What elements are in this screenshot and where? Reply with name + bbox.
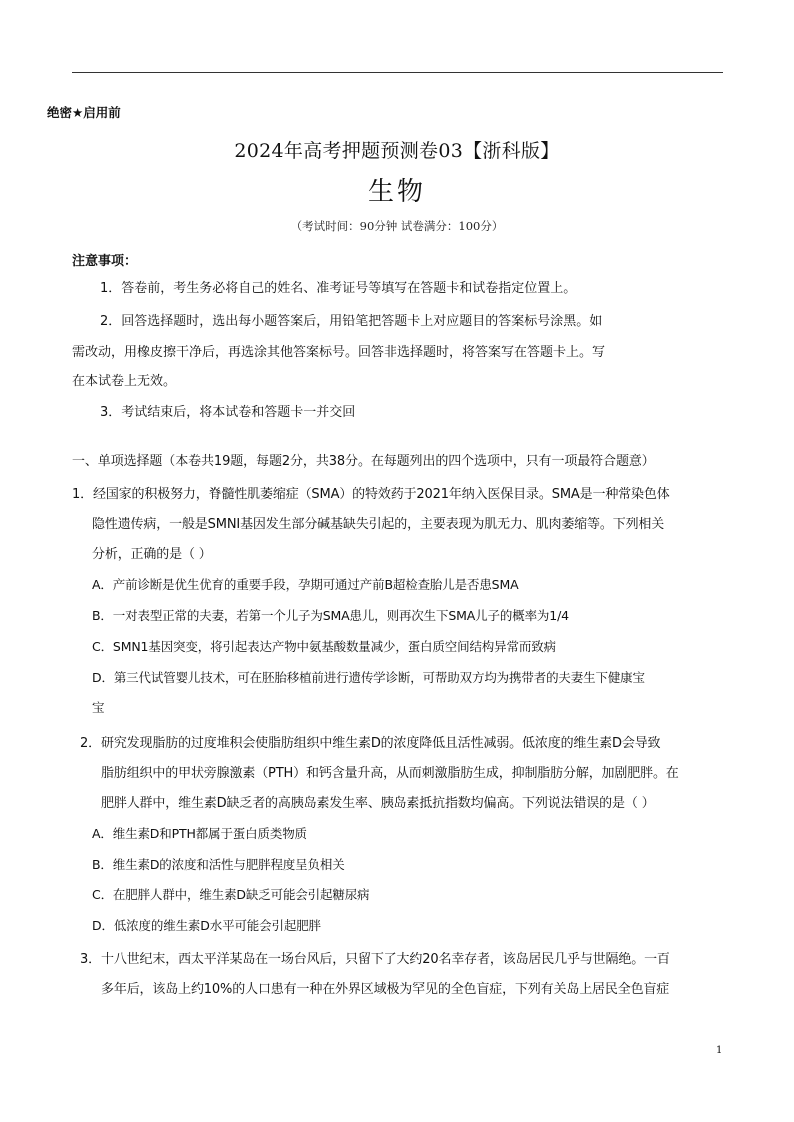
question-1-option-a: A．产前诊断是优生优育的重要手段，孕期可通过产前B超检查胎儿是否患SMA — [92, 577, 519, 592]
question-2-line: 脂肪组织中的甲状旁腺激素（PTH）和钙含量升高，从而刺激脂肪生成，抑制脂肪分解，加剧肥胖。在 — [101, 766, 679, 781]
question-2-option-a: A．维生素D和PTH都属于蛋白质类物质 — [92, 826, 307, 841]
question-2-option-b: B．维生素D的浓度和活性与肥胖程度呈负相关 — [92, 857, 345, 872]
question-2-option-c: C．在肥胖人群中，维生素D缺乏可能会引起糖尿病 — [92, 887, 370, 902]
notice-line: 需改动，用橡皮擦干净后，再选涂其他答案标号。回答非选择题时，将答案写在答题卡上。写 — [72, 345, 606, 360]
exam-info: （考试时间：90分钟 试卷满分：100分） — [290, 219, 504, 233]
notice-line: 在本试卷上无效。 — [72, 374, 177, 389]
notice-line: 3．考试结束后，将本试卷和答题卡一并交回 — [100, 405, 356, 420]
section-heading: 一、单项选择题（本卷共19题，每题2分，共38分。在每题列出的四个选项中，只有一项最符合题意） — [72, 454, 655, 469]
question-3-line: 3．十八世纪末，西太平洋某岛在一场台风后，只留下了大约20名幸存者，该岛居民几乎与世隔绝。一百 — [80, 952, 670, 967]
question-1-option-c: C．SMN1基因突变，将引起表达产物中氨基酸数量减少，蛋白质空间结构异常而致病 — [92, 639, 556, 654]
notice-title: 注意事项： — [72, 254, 138, 269]
question-2-line: 2．研究发现脂肪的过度堆积会使脂肪组织中维生素D的浓度降低且活性减弱。低浓度的维生素D会导致 — [80, 736, 661, 751]
question-1-option-d-cont: 宝 — [92, 700, 105, 715]
question-1-option-b: B．一对表型正常的夫妻，若第一个儿子为SMA患儿，则再次生下SMA儿子的概率为1/4 — [92, 608, 569, 623]
question-1-line: 1．经国家的积极努力，脊髓性肌萎缩症（SMA）的特效药于2021年纳入医保目录。SMA是一种常染色体 — [72, 487, 670, 502]
subject-title: 生物 — [367, 177, 426, 207]
question-1-line: 分析，正确的是（ ） — [92, 547, 212, 562]
question-2-line: 肥胖人群中，维生素D缺乏者的高胰岛素发生率、胰岛素抵抗指数均偏高。下列说法错误的是（ ） — [101, 796, 655, 811]
notice-line: 1．答卷前，考生务必将自己的姓名、准考证号等填写在答题卡和试卷指定位置上。 — [100, 281, 577, 296]
confidential-label: 绝密★启用前 — [47, 105, 121, 120]
question-3-line: 多年后，该岛上约10%的人口患有一种在外界区域极为罕见的全色盲症，下列有关岛上居民全色盲症 — [101, 982, 670, 997]
question-1-line: 隐性遗传病，一般是SMNI基因发生部分碱基缺失引起的，主要表现为肌无力、肌肉萎缩等。下列相关 — [92, 517, 665, 532]
question-1-option-d: D．第三代试管婴儿技术，可在胚胎移植前进行遗传学诊断，可帮助双方均为携带者的夫妻生下健康宝 — [92, 670, 645, 685]
notice-line: 2．回答选择题时，选出每小题答案后，用铅笔把答题卡上对应题目的答案标号涂黑。如 — [100, 314, 603, 329]
header-rule — [72, 72, 723, 73]
question-2-option-d: D．低浓度的维生素D水平可能会引起肥胖 — [92, 918, 321, 933]
exam-title: 2024年高考押题预测卷03【浙科版】 — [234, 140, 560, 162]
page-number: 1 — [716, 1045, 723, 1056]
